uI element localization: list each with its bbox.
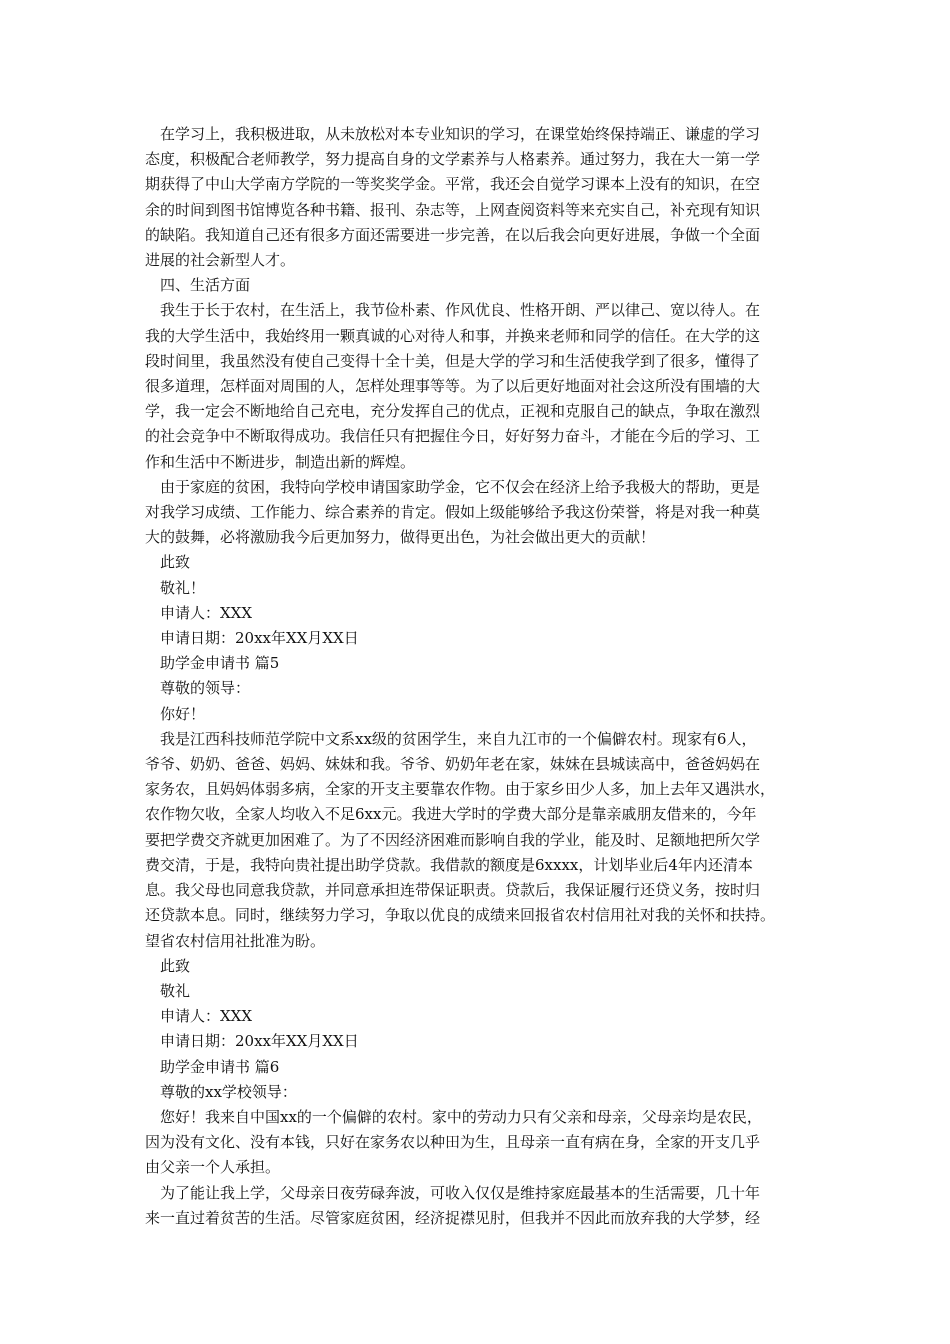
text-line: 农作物欠收，全家人均收入不足6xx元。我进大学时的学费大部分是靠亲戚朋友借来的，今年: [145, 805, 757, 824]
text-line: 很多道理，怎样面对周围的人，怎样处理事等等。为了以后更好地面对社会这所没有围墙的大: [145, 377, 761, 396]
text-line: 你好！: [160, 704, 206, 723]
text-line: 四、生活方面: [160, 276, 251, 295]
text-line: 我是江西科技师范学院中文系xx级的贫困学生，来自九江市的一个偏僻农村。现家有6人，: [160, 729, 757, 748]
text-line: 申请人：XXX: [160, 603, 253, 622]
text-line: 为了能让我上学，父母亲日夜劳碌奔波，可收入仅仅是维持家庭最基本的生活需要，几十年: [160, 1183, 761, 1202]
text-line: 因为没有文化、没有本钱，只好在家务农以种田为生，且母亲一直有病在身，全家的开支几乎: [145, 1133, 761, 1152]
document-paragraph: [145, 576, 805, 601]
document-paragraph: [145, 979, 805, 1004]
text-line: 望省农村信用社批准为盼。: [145, 931, 326, 950]
document-paragraph: [145, 727, 805, 954]
text-line: 此致: [160, 553, 191, 572]
text-line: 申请日期：20xx年XX月XX日: [160, 1032, 359, 1051]
document-paragraph: [145, 550, 805, 575]
text-line: 息。我父母也同意我贷款，并同意承担连带保证职责。贷款后，我保证履行还贷义务，按时归: [145, 881, 761, 900]
text-line: 我生于长于农村，在生活上，我节俭朴素、作风优良、性格开朗、严以律己、宽以待人。在: [160, 301, 761, 320]
text-line: 此致: [160, 956, 191, 975]
text-line: 在学习上，我积极进取，从未放松对本专业知识的学习，在课堂始终保持端正、谦虚的学习: [160, 125, 761, 143]
text-line: 段时间里，我虽然没有使自己变得十全十美，但是大学的学习和生活使我学到了很多，懂得了: [145, 351, 761, 370]
document-paragraph: [145, 954, 805, 979]
document-page: [145, 122, 805, 1231]
text-line: 余的时间到图书馆博览各种书籍、报刊、杂志等，上网查阅资料等来充实自己，补充现有知识: [145, 200, 761, 219]
text-line: 敬礼: [160, 981, 191, 1000]
document-paragraph: [145, 702, 805, 727]
document-paragraph: [145, 298, 805, 474]
document-paragraph: [145, 1105, 805, 1181]
text-line: 申请人：XXX: [160, 1007, 253, 1026]
document-paragraph: [145, 1181, 805, 1231]
document-paragraph: [145, 1004, 805, 1029]
text-line: 尊敬的xx学校领导：: [160, 1082, 297, 1101]
document-paragraph: [145, 273, 805, 298]
text-line: 还贷款本息。同时，继续努力学习，争取以优良的成绩来回报省农村信用社对我的关怀和扶持。: [145, 906, 776, 925]
text-line: 家务农，且妈妈体弱多病，全家的开支主要靠农作物。由于家乡田少人多，加上去年又遇洪水，: [145, 780, 776, 799]
text-line: 的社会竞争中不断取得成功。我信任只有把握住今日，好好努力奋斗，才能在今后的学习、工: [145, 427, 761, 446]
text-line: 助学金申请书 篇5: [160, 654, 280, 673]
text-line: 大的鼓舞，必将激励我今后更加努力，做得更出色，为社会做出更大的贡献！: [145, 528, 656, 547]
text-line: 作和生活中不断进步，制造出新的辉煌。: [145, 452, 416, 471]
document-paragraph: [145, 626, 805, 651]
document-paragraph: [145, 122, 805, 273]
text-line: 费交清，于是，我特向贵社提出助学贷款。我借款的额度是6xxxx，计划毕业后4年内还清本: [145, 855, 753, 874]
document-paragraph: [145, 676, 805, 701]
text-line: 来一直过着贫苦的生活。尽管家庭贫困，经济捉襟见肘，但我并不因此而放弃我的大学梦，经: [145, 1208, 761, 1227]
text-line: 的缺陷。我知道自己还有很多方面还需要进一步完善，在以后我会向更好进展，争做一个全面: [145, 225, 761, 244]
text-line: 申请日期：20xx年XX月XX日: [160, 629, 359, 648]
document-paragraph: [145, 1080, 805, 1105]
text-line: 态度，积极配合老师教学，努力提高自身的文学素养与人格素养。通过努力，我在大一第一学: [145, 150, 761, 169]
text-line: 由父亲一个人承担。: [145, 1158, 281, 1177]
text-line: 要把学费交齐就更加困难了。为了不因经济困难而影响自我的学业，能及时、足额地把所欠学: [145, 830, 761, 849]
text-line: 爷爷、奶奶、爸爸、妈妈、妹妹和我。爷爷、奶奶年老在家，妹妹在县城读高中，爸爸妈妈在: [145, 755, 761, 774]
text-line: 学，我一定会不断地给自己充电，充分发挥自己的优点，正视和克服自己的缺点，争取在激烈: [145, 402, 761, 421]
text-line: 由于家庭的贫困，我特向学校申请国家助学金，它不仅会在经济上给予我极大的帮助，更是: [160, 477, 761, 496]
document-paragraph: [145, 1055, 805, 1080]
text-line: 助学金申请书 篇6: [160, 1057, 280, 1076]
text-line: 您好！我来自中国xx的一个偏僻的农村。家中的劳动力只有父亲和母亲，父母亲均是农民，: [160, 1107, 762, 1126]
document-paragraph: [145, 475, 805, 551]
document-paragraph: [145, 651, 805, 676]
text-line: 我的大学生活中，我始终用一颗真诚的心对待人和事，并换来老师和同学的信任。在大学的这: [145, 326, 761, 345]
text-line: 对我学习成绩、工作能力、综合素养的肯定。假如上级能够给予我这份荣誉，将是对我一种莫: [145, 503, 761, 522]
text-line: 尊敬的领导：: [160, 679, 251, 698]
text-line: 进展的社会新型人才。: [145, 251, 296, 270]
document-paragraph: [145, 601, 805, 626]
document-paragraph: [145, 1029, 805, 1054]
text-line: 敬礼！: [160, 578, 206, 597]
text-line: 期获得了中山大学南方学院的一等奖奖学金。平常，我还会自觉学习课本上没有的知识，在空: [145, 175, 761, 194]
